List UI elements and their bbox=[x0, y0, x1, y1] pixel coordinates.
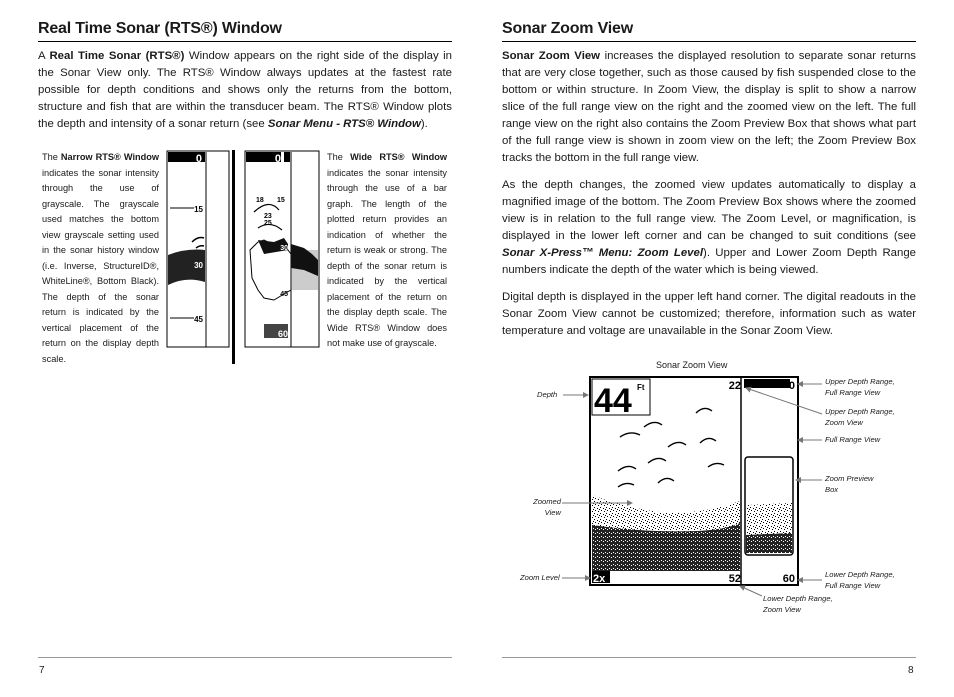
zoom-paragraph-2: As the depth changes, the zoomed view updates automatically to display a magnified image of the bottom. The Zoom Preview Box shows where the zoomed view is in relation to the full range view. The Zoom Level, or magnification, is displayed in the lower left corner and can be changed to suit conditions (see Sonar X-Press™ Menu: Zoom Level). Upper and Lower Zoom Depth Range numbers indicate the depth of the water which is being viewed. bbox=[502, 179, 917, 276]
rts-term: Real Time Sonar (RTS®) bbox=[49, 50, 185, 62]
narrow-rts-caption: The Narrow RTS® Window indicates the sonar intensity through the use of grayscale. The grayscale used matches the bottom view grayscale setting used in the sonar history window (i.e. Inverse, StructureID®, WhiteLine®, Bottom Black). The depth of the sonar return is indicated by the vertical placement of the return on the display depth scale. bbox=[42, 152, 160, 364]
label-lower-full: Lower Depth Range, Full Range View bbox=[825, 570, 895, 590]
wide-scale-30: 30 bbox=[280, 245, 288, 252]
left-footer-rule bbox=[38, 657, 452, 658]
wide-rts-caption: The Wide RTS® Window indicates the sonar intensity through the use of a bar graph. The length of the plotted return provides an indication of whether the return is weak or strong. The depth of the sonar return is indicated by the vertical placement of the return on the display depth scale. The Wide RTS® Window does not make use of grayscale. bbox=[327, 152, 447, 348]
lower-full-readout: 60 bbox=[782, 573, 795, 585]
narrow-scale-30: 30 bbox=[194, 261, 203, 270]
label-full-range: Full Range View bbox=[825, 435, 881, 444]
rts-heading: Real Time Sonar (RTS®) Window bbox=[38, 20, 452, 42]
page-number-right: 8 bbox=[908, 665, 914, 676]
wide-scale-45: 45 bbox=[280, 291, 288, 298]
zoom-heading: Sonar Zoom View bbox=[502, 20, 916, 42]
label-upper-zoom: Upper Depth Range, Zoom View bbox=[825, 407, 895, 427]
lower-zoom-readout: 52 bbox=[728, 573, 741, 585]
wide-scale-0: 0 bbox=[274, 153, 281, 165]
wide-scale-15: 15 bbox=[277, 197, 285, 204]
zoom-level-readout: 2x bbox=[593, 573, 606, 585]
rts-intro: A Real Time Sonar (RTS®) Window appears on the right side of the display in the Sonar View only. The RTS® Window always updates at the fastest rate possible for depth conditions and shows only the returns from the bottom, structure and fish that are within the transducer beam. The RTS® Window plots the depth and intensity of a sonar return (see Sonar Menu - RTS® Window). bbox=[38, 50, 452, 130]
wide-scale-60: 60 bbox=[277, 329, 288, 339]
narrow-scale-0: 0 bbox=[195, 153, 202, 165]
zoom-paragraph-3: Digital depth is displayed in the upper left hand corner. The digital readouts in the Sonar Zoom View cannot be customized; therefore, information such as water temperature and voltage are unavailable in the Sonar Zoom View. bbox=[502, 291, 916, 337]
upper-zoom-readout: 22 bbox=[728, 380, 741, 392]
label-zoom-level: Zoom Level bbox=[520, 573, 560, 582]
label-depth: Depth bbox=[537, 390, 558, 399]
label-zoomed-view: Zoomed View bbox=[533, 497, 561, 517]
wide-scale-25: 25 bbox=[264, 220, 272, 227]
zoom-paragraph-1: Sonar Zoom View increases the displayed resolution to separate sonar returns that are very close together, such as those caused by fish suspended close to the bottom or within structure. In Zoom View, the display is split to show a narrow slice of the full range view on the right and the zoomed view on the left. The full range view on the right also contains the Zoom Preview Box that shows what part of the full range view is shown in zoom view on the left; the Zoom Preview Box tracks the bottom in the full range view. bbox=[502, 50, 916, 164]
zoom-figure-title: Sonar Zoom View bbox=[656, 360, 728, 370]
page-number-left: 7 bbox=[39, 665, 45, 676]
depth-readout: 44 bbox=[594, 382, 632, 420]
label-lower-zoom: Lower Depth Range, Zoom View bbox=[763, 594, 833, 614]
narrow-scale-45: 45 bbox=[194, 315, 203, 324]
wide-scale-18: 18 bbox=[256, 197, 264, 204]
depth-unit: Ft bbox=[637, 383, 645, 392]
narrow-scale-15: 15 bbox=[194, 205, 203, 214]
label-zoom-box: Zoom Preview Box bbox=[825, 474, 874, 494]
rts-menu-ref: Sonar Menu - RTS® Window bbox=[267, 118, 421, 130]
right-footer-rule bbox=[502, 657, 916, 658]
wide-scale-23: 23 bbox=[264, 213, 272, 220]
upper-full-readout: 0 bbox=[788, 380, 795, 392]
label-upper-full: Upper Depth Range, Full Range View bbox=[825, 377, 895, 397]
zoom-level-ref: Sonar X-Press™ Menu: Zoom Level bbox=[502, 247, 704, 259]
